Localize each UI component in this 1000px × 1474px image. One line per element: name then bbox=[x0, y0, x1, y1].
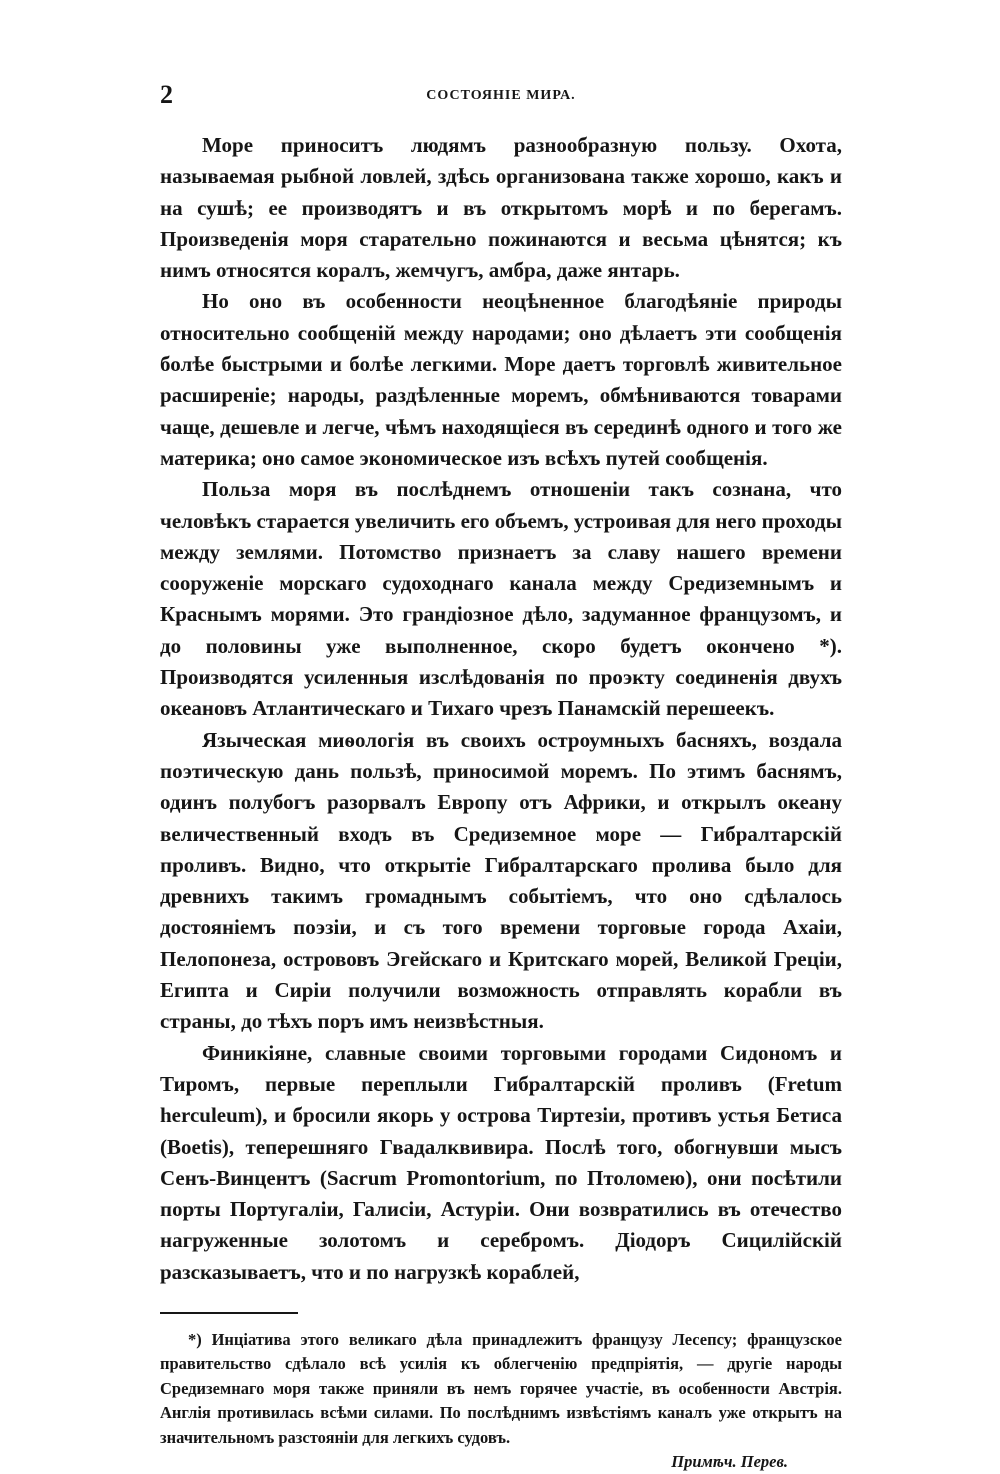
footnote-signature: Примѣч. Перев. bbox=[671, 1452, 788, 1472]
body-text bbox=[160, 130, 842, 1288]
book-page bbox=[160, 82, 842, 1474]
paragraph-mythology: Языческая миѳологія въ своихъ остроумныхъ басняхъ, воздала поэтическую дань пользѣ, приносимой моремъ. По этимъ баснямъ, одинъ полубогъ разорвалъ Европу отъ Африки, и открылъ океану величественный входъ въ Средиземное море — Гибралтарскій проливъ. Видно, что открытіе Гибралтарскаго пролива было для древнихъ такимъ громаднымъ событіемъ, что оно сдѣлалось достояніемъ поэзіи, и съ того времени торговые города Ахаіи, Пелопонеза, острововъ Эгейскаго и Критскаго морей, Великой Греціи, Египта и Сиріи получили возможность отправлять корабли въ страны, до тѣхъ поръ имъ неизвѣстныя. bbox=[160, 727, 842, 1034]
paragraph-phoenicians: Финикіяне, славные своими торговыми городами Сидономъ и Тиромъ, первые переплыли Гибралтарскій проливъ (Fretum herculeum), и бросили якорь у острова Тиртезіи, противъ устья Бетиса (Boetis), теперешняго Гвадалквивира. Послѣ того, обогнувши мысъ Сенъ-Винцентъ (Sacrum Promontorium, по Птоломею), они посѣтили порты Португаліи, Галисіи, Астуріи. Они возвратились въ отечество нагруженные золотомъ и серебромъ. Діодоръ Сицилійскій разсказываетъ, что и по нагрузкѣ кораблей, bbox=[160, 1040, 842, 1284]
page-number: 2 bbox=[160, 80, 173, 109]
paragraph-canals: Польза моря въ послѣднемъ отношеніи такъ сознана, что человѣкъ старается увеличить его объемъ, устроивая для него проходы между землями. Потомство признаетъ за славу нашего времени сооруженіе морскаго судоходнаго канала между Средиземнымъ и Краснымъ морями. Это грандіозное дѣло, задуманное французомъ, и до половины уже выполненное, скоро будетъ окончено *). Производятся усиленныя изслѣдованія по проэкту соединенія двухъ океановъ Атлантическаго и Тихаго чрезъ Панамскій перешеекъ. bbox=[160, 477, 842, 721]
paragraph-sea-communication: Но оно въ особенности неоцѣненное благодѣяніе природы относительно сообщеній между народами; оно дѣлаетъ эти сообщенія болѣе быстрыми и болѣе легкими. Море даетъ торговлѣ живительное расширеніе; народы, раздѣленные моремъ, обмѣниваются товарами чаще, дешевле и легче, чѣмъ находящіеся въ серединѣ одного и того же материка; оно самое экономическое изъ всѣхъ путей сообщенія. bbox=[160, 289, 842, 470]
footnote-text: *) Инціатива этого великаго дѣла принадлежитъ французу Лесепсу; французское правительство сдѣлало всѣ усилія къ облегченію предпріятія, — другіе народы Средиземнаго моря также приняли въ немъ горячее участіе, въ особенности Австрія. Англія противилась всѣми силами. По послѣднимъ извѣстіямъ каналъ уже открытъ на значительномъ разстояніи для легкихъ судовъ. bbox=[160, 1329, 842, 1447]
page-header bbox=[160, 82, 842, 112]
footnote-divider bbox=[160, 1312, 298, 1314]
running-head: СОСТОЯНІЕ МИРА. bbox=[426, 88, 576, 103]
paragraph-sea-benefits: Море приноситъ людямъ разнообразную пользу. Охота, называемая рыбной ловлей, здѣсь организована также хорошо, какъ и на сушѣ; ее производятъ и въ открытомъ морѣ и по берегамъ. Произведенія моря старательно пожинаются и весьма цѣнятся; къ нимъ относятся коралъ, жемчугъ, амбра, даже янтарь. bbox=[160, 133, 842, 283]
